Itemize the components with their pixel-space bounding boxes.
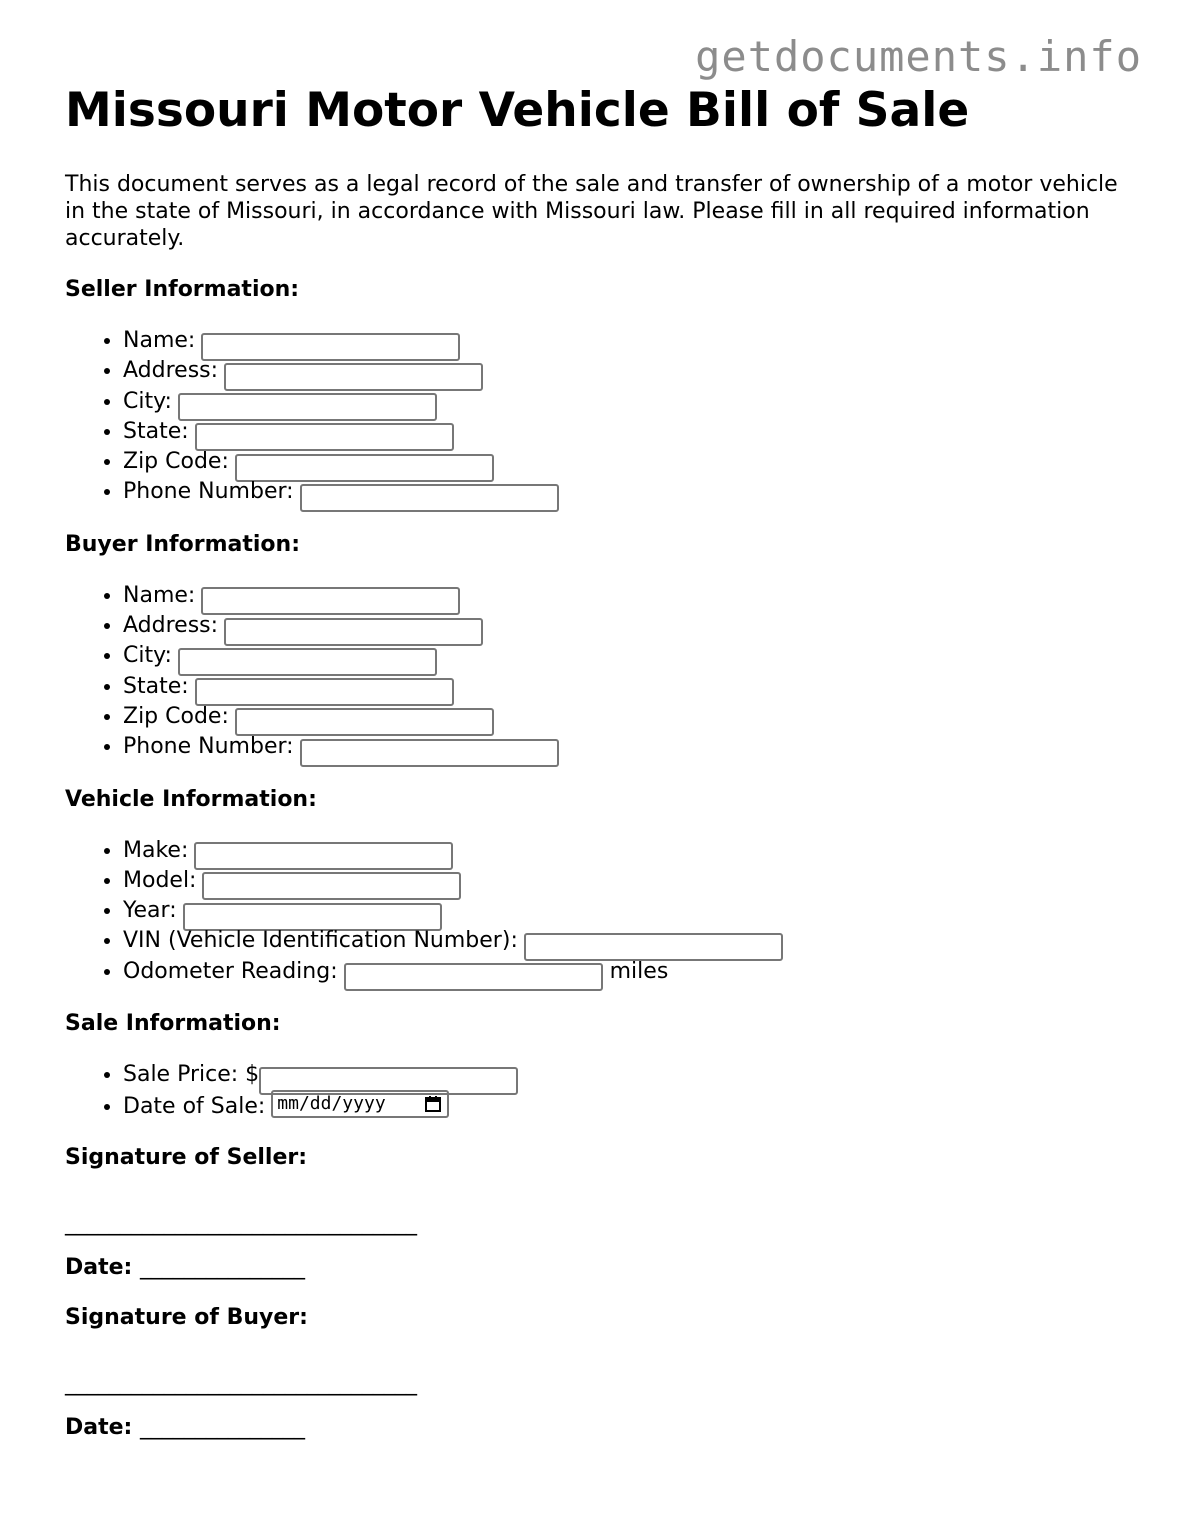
field-label: Phone Number: <box>123 479 294 505</box>
odometer-unit: miles <box>609 958 669 984</box>
seller-date-line: _______________ <box>140 1254 306 1280</box>
seller-phone-input[interactable] <box>300 484 559 512</box>
field-label: Odometer Reading: <box>123 958 338 984</box>
document-page <box>65 82 1125 1442</box>
list-item <box>123 611 1125 641</box>
field-label: Year: <box>123 898 177 924</box>
field-label: State: <box>123 673 189 699</box>
list-item <box>123 581 1125 611</box>
vehicle-heading: Vehicle Information: <box>65 786 317 812</box>
list-item <box>123 356 1125 386</box>
watermark: getdocuments.info <box>695 32 1142 81</box>
list-item <box>123 732 1125 762</box>
list-item <box>123 447 1125 477</box>
date-label: Date: <box>65 1414 133 1440</box>
buyer-heading: Buyer Information: <box>65 531 300 557</box>
field-label: Model: <box>123 867 197 893</box>
list-item <box>123 326 1125 356</box>
seller-signature-heading: Signature of Seller: <box>65 1144 308 1170</box>
list-item <box>123 896 1125 926</box>
vehicle-fields <box>65 836 1125 987</box>
field-label: Name: <box>123 582 196 608</box>
list-item <box>123 1090 1125 1120</box>
field-label: Zip Code: <box>123 449 229 475</box>
date-placeholder: mm/dd/yyyy <box>277 1093 386 1115</box>
date-label: Date: <box>65 1254 133 1280</box>
field-label: Name: <box>123 328 196 353</box>
list-item <box>123 1060 1125 1090</box>
buyer-fields <box>65 581 1125 763</box>
intro-text: This document serves as a legal record of the sale and transfer of ownership of a motor vehicle in the state of Missouri, in accordance with Missouri law. Please fill in all required information accurately. <box>65 172 1118 251</box>
field-label: Address: <box>123 613 219 639</box>
list-item <box>123 417 1125 447</box>
buyer-date-row <box>65 1414 1125 1442</box>
list-item <box>123 641 1125 671</box>
buyer-date-line: _______________ <box>140 1414 306 1440</box>
field-label: Date of Sale: <box>123 1094 266 1120</box>
list-item <box>123 866 1125 896</box>
list-item <box>123 477 1125 507</box>
odometer-input[interactable] <box>344 963 603 991</box>
field-label: Zip Code: <box>123 703 229 729</box>
seller-date-row <box>65 1254 1125 1282</box>
field-label: Sale Price: $ <box>123 1062 260 1088</box>
page-title: Missouri Motor Vehicle Bill of Sale <box>65 83 970 138</box>
seller-heading: Seller Information: <box>65 277 300 302</box>
field-label: City: <box>123 388 172 414</box>
seller-signature-line: ________________________________ <box>65 1210 417 1236</box>
seller-fields <box>65 326 1125 508</box>
list-item <box>123 702 1125 732</box>
sale-fields <box>65 1060 1125 1121</box>
field-label: VIN (Vehicle Identification Number): <box>123 928 518 954</box>
field-label: State: <box>123 418 189 444</box>
list-item <box>123 926 1125 956</box>
list-item <box>123 672 1125 702</box>
field-label: Make: <box>123 837 189 863</box>
buyer-signature-heading: Signature of Buyer: <box>65 1304 308 1330</box>
calendar-icon[interactable] <box>425 1096 441 1112</box>
buyer-signature-line: ________________________________ <box>65 1370 417 1396</box>
sale-date-input[interactable] <box>271 1090 449 1118</box>
list-item <box>123 387 1125 417</box>
sale-heading: Sale Information: <box>65 1011 281 1037</box>
field-label: Phone Number: <box>123 734 294 760</box>
field-label: Address: <box>123 358 219 384</box>
list-item <box>123 957 1125 987</box>
field-label: City: <box>123 643 172 669</box>
list-item <box>123 836 1125 866</box>
buyer-phone-input[interactable] <box>300 739 559 767</box>
